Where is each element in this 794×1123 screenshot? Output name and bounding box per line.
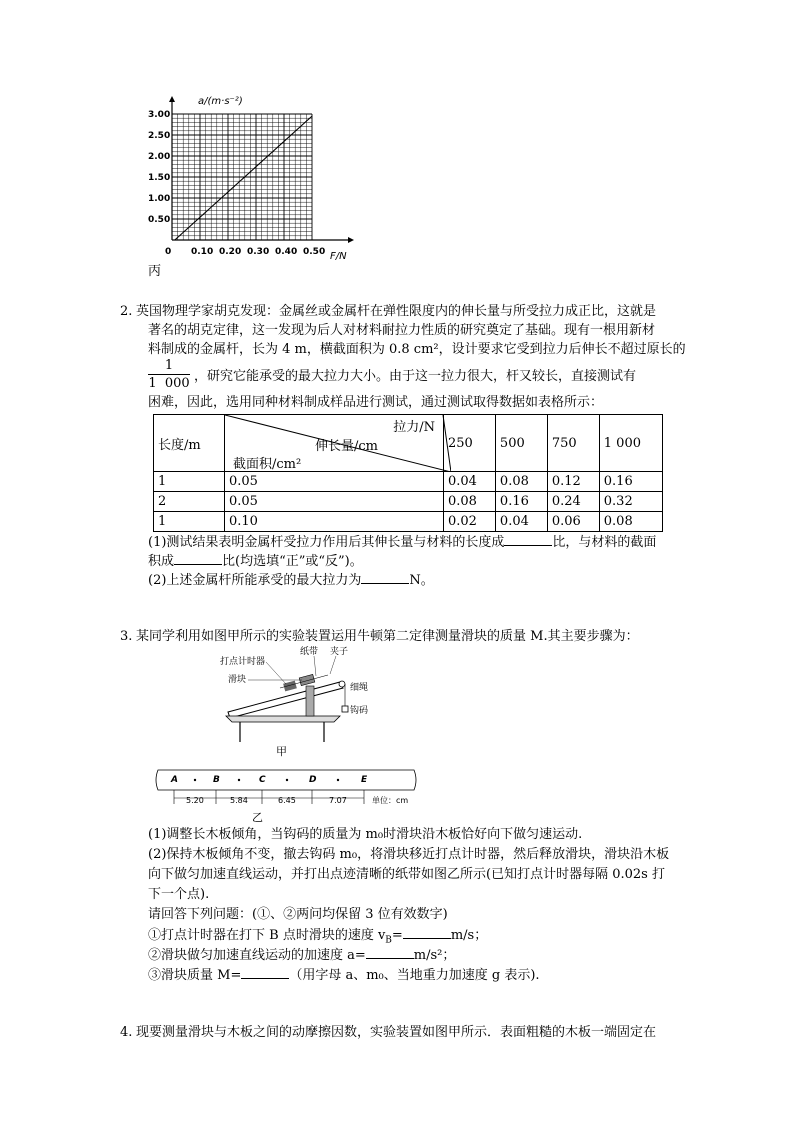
answer-blank[interactable]	[361, 570, 409, 584]
hook-weight	[342, 706, 348, 712]
cell-value: 0.16	[599, 472, 662, 492]
table-header-length: 长度/m	[154, 415, 225, 472]
table-row	[154, 512, 663, 532]
q2-number: 2.	[120, 304, 133, 319]
label-clip: 夹子	[330, 647, 349, 657]
q3-a2-b: m/s²；	[413, 948, 456, 963]
apparatus-figure	[220, 646, 380, 742]
tape-dot	[337, 779, 339, 781]
q2-line3: 料制成的金属杆，长为 4 m，横截面积为 0.8 cm²，设计要求它受到拉力后伸长不超过原长的	[148, 342, 686, 357]
pulley	[339, 681, 345, 687]
tape-distance: 5.84	[230, 796, 248, 805]
q3-step1: (1)调整长木板倾角，当钩码的质量为 m₀时滑块沿木板恰好向下做匀速运动.	[148, 827, 583, 842]
force-header: 250	[444, 415, 496, 472]
table-header-diagonal	[225, 415, 444, 472]
q3-a3-b: （用字母 a、m₀、当地重力加速度 g 表示).	[289, 968, 540, 983]
answer-blank[interactable]	[241, 965, 289, 979]
x-tick-label: 0	[165, 247, 172, 257]
tape-point-label: E	[361, 775, 368, 785]
q2-data-table	[153, 414, 663, 532]
answer-blank[interactable]	[174, 551, 222, 565]
x-axis-label: F/N	[330, 251, 347, 262]
q2-sub1-d: 比(均选填“正”或“反”)。	[222, 554, 363, 569]
label-slider: 滑块	[228, 675, 247, 685]
y-tick-label: 3.00	[148, 110, 171, 120]
tape-dot	[238, 779, 240, 781]
q3-a1-sub: B	[385, 935, 392, 946]
cell-value: 0.24	[547, 492, 599, 512]
tape-point-label: C	[259, 775, 266, 785]
q3-ask: 请回答下列问题：(①、②两问均保留 3 位有效数字)	[148, 907, 448, 922]
q2-line5: 困难，因此，选用同种材料制成样品进行测试，通过测试取得数据如表格所示：	[148, 395, 604, 410]
fraction-numerator: 1	[164, 358, 174, 373]
table-row	[154, 492, 663, 512]
graph-caption: 丙	[148, 264, 162, 279]
q3-step2c: 下一个点).	[148, 887, 210, 902]
table-top	[226, 716, 340, 722]
q2-line4: ，研究它能承受的最大拉力大小。由于这一拉力很大，杆又较长，直接测试有	[194, 369, 637, 384]
label-tape: 纸带	[300, 647, 319, 657]
answer-blank[interactable]	[504, 532, 552, 546]
label-timer: 打点计时器	[220, 657, 266, 667]
answer-blank[interactable]	[403, 925, 451, 939]
q2-sub2-b: N。	[409, 573, 434, 588]
q3-step2b: 向下做匀加速直线运动，并打出点迹清晰的纸带如图乙所示(已知打点计时器每隔 0.02s 打	[148, 867, 665, 882]
tape-distance: 7.07	[329, 796, 347, 805]
table-row	[154, 472, 663, 492]
y-tick-label: 1.00	[148, 194, 171, 204]
x-tick-label: 0.20	[219, 247, 242, 257]
cell-value: 0.06	[547, 512, 599, 532]
q2-sub1-line1	[148, 532, 656, 552]
x-tick-label: 0.10	[191, 247, 214, 257]
q3-a1-b: =	[391, 928, 403, 943]
q3-answer3	[148, 965, 540, 985]
q3-a2-a: ②滑块做匀加速直线运动的加速度 a=	[148, 948, 366, 963]
force-header: 750	[547, 415, 599, 472]
q2-line1: 英国物理学家胡克发现：金属丝或金属杆在弹性限度内的伸长量与所受拉力成正比，这就是	[136, 304, 657, 319]
q2-sub1-b: 比，与材料的截面	[552, 535, 657, 550]
q3-a1-a: ①打点计时器在打下 B 点时滑块的速度 v	[148, 928, 386, 943]
figure-caption-a: 甲	[276, 745, 287, 758]
tape-figure	[152, 766, 422, 818]
tape-dot	[286, 779, 288, 781]
cell-area: 0.10	[225, 512, 444, 532]
y-tick-label: 2.50	[148, 131, 171, 141]
q3-step2a: (2)保持木板倾角不变，撤去钩码 m₀，将滑块移近打点计时器，然后释放滑块，滑块沿木板	[148, 847, 670, 862]
support-block	[306, 686, 314, 716]
q3-a1-c: m/s；	[450, 928, 488, 943]
a-f-graph	[140, 92, 360, 262]
x-axis-arrow	[348, 237, 354, 243]
cell-value: 0.12	[547, 472, 599, 492]
tape-point-label: B	[213, 775, 220, 785]
q3-number: 3.	[120, 629, 133, 644]
q2-sub2-a: (2)上述金属杆所能承受的最大拉力为	[148, 573, 362, 588]
cell-value: 0.08	[444, 492, 496, 512]
tape-unit: 单位：cm	[372, 796, 409, 805]
x-tick-label: 0.50	[303, 247, 326, 257]
y-tick-label: 0.50	[148, 215, 171, 225]
y-tick-label: 2.00	[148, 152, 171, 162]
header-force: 拉力/N	[393, 420, 435, 435]
header-extension: 伸长量/cm	[315, 439, 378, 454]
cell-value: 0.08	[599, 512, 662, 532]
q4-line1: 现要测量滑块与木板之间的动摩擦因数，实验装置如图甲所示．表面粗糙的木板一端固定在	[136, 1025, 657, 1040]
q3-a3-a: ③滑块质量 M=	[148, 968, 242, 983]
figure-caption-b: 乙	[252, 811, 263, 824]
header-area: 截面积/cm²	[233, 457, 302, 472]
q3-intro: 某同学利用如图甲所示的实验装置运用牛顿第二定律测量滑块的质量 M.其主要步骤为：	[136, 629, 639, 644]
x-tick-label: 0.30	[247, 247, 270, 257]
cell-area: 0.05	[225, 492, 444, 512]
tape-distance: 6.45	[278, 796, 296, 805]
cell-length: 2	[154, 492, 225, 512]
q3-answer2	[148, 945, 455, 965]
cell-length: 1	[154, 472, 225, 492]
timer-device	[283, 681, 297, 692]
cell-value: 0.32	[599, 492, 662, 512]
q2-sub1-a: (1)测试结果表明金属杆受拉力作用后其伸长量与材料的长度成	[148, 535, 505, 550]
y-axis-label: a/(m·s⁻²)	[198, 96, 243, 107]
cell-value: 0.02	[444, 512, 496, 532]
cell-area: 0.05	[225, 472, 444, 492]
force-header: 1 000	[599, 415, 662, 472]
label-rope: 细绳	[350, 683, 369, 693]
tape-dot	[194, 779, 196, 781]
q2-sub2	[148, 570, 434, 590]
tape-distance: 5.20	[186, 796, 204, 805]
cell-value: 0.08	[495, 472, 547, 492]
cell-value: 0.16	[495, 492, 547, 512]
tape-point-label: A	[171, 775, 178, 785]
q2-fraction	[148, 358, 190, 393]
q4-number: 4.	[120, 1025, 133, 1040]
y-tick-label: 1.50	[148, 173, 171, 183]
cell-length: 1	[154, 512, 225, 532]
fraction-denominator: 1 000	[148, 376, 190, 391]
cell-value: 0.04	[495, 512, 547, 532]
x-tick-label: 0.40	[275, 247, 298, 257]
force-header: 500	[495, 415, 547, 472]
label-weight: 钩码	[350, 706, 369, 716]
tape-point-label: D	[309, 775, 317, 785]
graph-grid	[172, 114, 312, 240]
q2-sub1-c: 积成	[148, 554, 175, 569]
q2-sub1-line2	[148, 551, 363, 571]
answer-blank[interactable]	[366, 945, 414, 959]
q2-line2: 著名的胡克定律，这一发现为后人对材料耐拉力性质的研究奠定了基础。现有一根用新材	[148, 323, 656, 338]
cell-value: 0.04	[444, 472, 496, 492]
y-axis-arrow	[169, 96, 175, 102]
